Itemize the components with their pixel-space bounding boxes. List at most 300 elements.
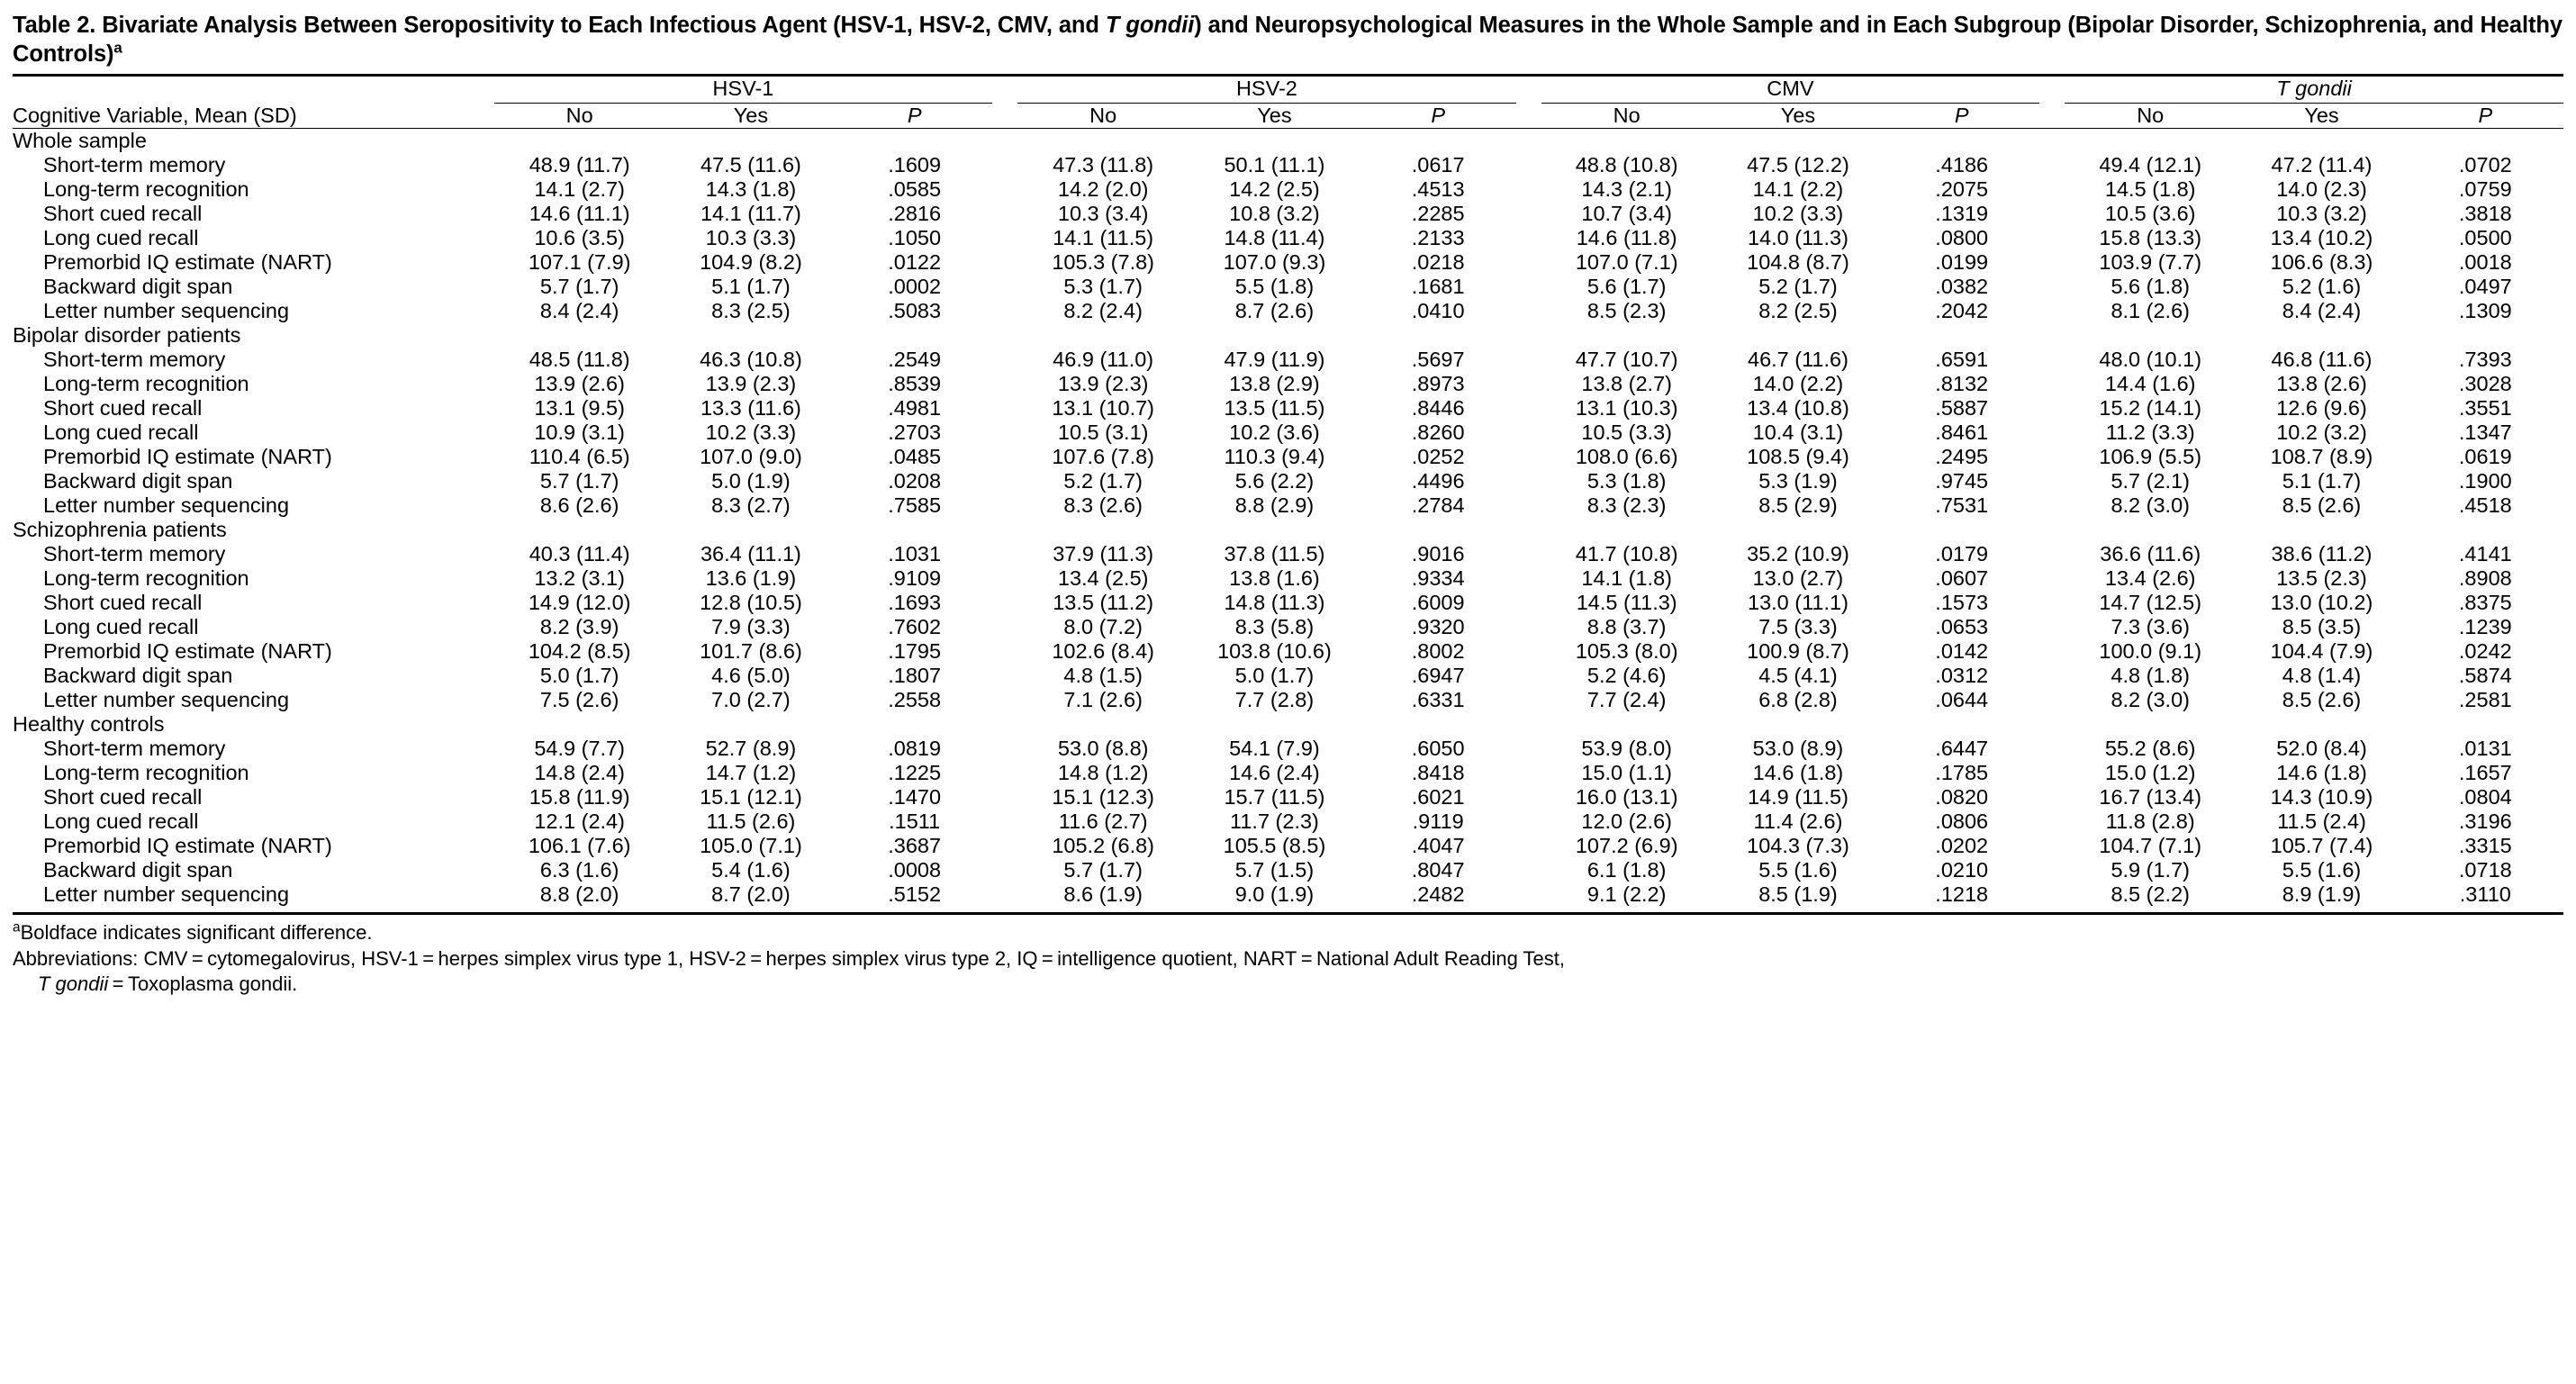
- data-cell: 107.0 (7.1): [1575, 250, 1678, 275]
- row-label: Premorbid IQ estimate (NART): [43, 250, 332, 275]
- spacer-cell: [992, 469, 1017, 493]
- empty-cell: [1884, 518, 2039, 542]
- column-header-hsv2-p: P: [1360, 104, 1516, 129]
- spacer-cell: [992, 761, 1017, 785]
- row-label: Long cued recall: [43, 615, 199, 639]
- data-cell: .0218: [1411, 250, 1465, 275]
- table-row: [13, 153, 2563, 177]
- group-header-row: [13, 76, 2563, 104]
- data-cell: 52.7 (8.9): [705, 737, 797, 761]
- data-cell: 11.4 (2.6): [1753, 810, 1843, 834]
- column-header-stub: Cognitive Variable, Mean (SD): [13, 104, 494, 129]
- row-label: Short-term memory: [43, 348, 226, 372]
- data-cell: 13.9 (2.6): [534, 372, 625, 396]
- empty-cell: [992, 712, 1017, 737]
- empty-cell: [494, 712, 665, 737]
- data-cell: 8.4 (2.4): [539, 299, 619, 323]
- empty-cell: [665, 712, 836, 737]
- data-cell: 13.0 (2.7): [1752, 566, 1844, 591]
- data-cell: .0002: [888, 275, 942, 299]
- data-cell: .2549: [888, 348, 942, 372]
- row-label: Premorbid IQ estimate (NART): [43, 639, 332, 664]
- data-cell: .5697: [1411, 348, 1465, 372]
- column-header-cmv-p: P: [1884, 104, 2039, 129]
- data-cell: 105.3 (8.0): [1575, 639, 1678, 664]
- table-row: [13, 615, 2563, 639]
- data-cell: 105.2 (6.8): [1052, 834, 1154, 858]
- data-cell: 8.5 (2.3): [1586, 299, 1667, 323]
- spacer-cell: [992, 202, 1017, 226]
- data-cell: 7.7 (2.8): [1234, 688, 1315, 712]
- data-cell: .2495: [1935, 445, 1989, 469]
- data-cell: .1693: [888, 591, 942, 615]
- column-header-hsv2-yes: Yes: [1189, 104, 1360, 129]
- data-cell: 8.3 (2.7): [711, 493, 791, 518]
- data-cell: 38.6 (11.2): [2271, 542, 2373, 566]
- data-cell: .1050: [888, 226, 942, 250]
- empty-cell: [2408, 518, 2563, 542]
- group-header-hsv2: [1017, 76, 1516, 104]
- data-cell: 8.2 (2.4): [1063, 299, 1143, 323]
- data-cell: .2042: [1935, 299, 1989, 323]
- table-row: [13, 445, 2563, 469]
- data-cell: 14.1 (11.5): [1053, 226, 1154, 250]
- data-cell: 6.3 (1.6): [539, 858, 619, 882]
- data-cell: 11.2 (3.3): [2105, 421, 2195, 445]
- spacer-cell: [2039, 834, 2065, 858]
- data-cell: 106.6 (8.3): [2270, 250, 2373, 275]
- spacer-cell: [992, 664, 1017, 688]
- data-cell: 108.5 (9.4): [1747, 445, 1849, 469]
- data-cell: 5.0 (1.9): [711, 469, 791, 493]
- data-cell: 14.3 (10.9): [2270, 785, 2373, 810]
- empty-cell: [836, 129, 992, 154]
- empty-cell: [2236, 518, 2407, 542]
- empty-cell: [1017, 712, 1189, 737]
- empty-cell: [665, 129, 836, 154]
- data-cell: 13.1 (10.7): [1052, 396, 1154, 421]
- footnote-tgondii-italic: T gondii: [38, 972, 109, 996]
- data-cell: 14.9 (12.0): [528, 591, 631, 615]
- data-cell: 37.8 (11.5): [1224, 542, 1325, 566]
- empty-cell: [2039, 323, 2065, 348]
- data-cell: 8.3 (2.5): [711, 299, 791, 323]
- spacer-cell: [992, 493, 1017, 518]
- data-cell: 5.0 (1.7): [539, 664, 619, 688]
- data-cell: .1807: [888, 664, 942, 688]
- spacer-cell: [2039, 858, 2065, 882]
- data-cell: 47.2 (11.4): [2271, 153, 2373, 177]
- data-cell: 13.4 (2.6): [2104, 566, 2196, 591]
- data-cell: .3028: [2458, 372, 2512, 396]
- data-cell: .6447: [1935, 737, 1989, 761]
- row-label: Short cued recall: [43, 785, 203, 810]
- data-cell: 10.3 (3.4): [1057, 202, 1149, 226]
- data-cell: 13.2 (3.1): [534, 566, 625, 591]
- data-cell: 13.1 (9.5): [534, 396, 625, 421]
- data-cell: 13.8 (2.6): [2276, 372, 2367, 396]
- data-cell: 16.0 (13.1): [1575, 785, 1678, 810]
- data-cell: 8.8 (2.0): [539, 882, 619, 907]
- table-row: [13, 493, 2563, 518]
- data-cell: 8.5 (2.9): [1758, 493, 1838, 518]
- data-cell: 41.7 (10.8): [1575, 542, 1678, 566]
- data-cell: 10.5 (3.1): [1057, 421, 1149, 445]
- data-cell: 8.3 (2.6): [1063, 493, 1143, 518]
- empty-cell: [1541, 518, 1713, 542]
- data-cell: .4513: [1411, 177, 1465, 202]
- data-cell: .0804: [2458, 785, 2512, 810]
- spacer-cell: [1516, 737, 1541, 761]
- empty-cell: [1516, 129, 1541, 154]
- row-label: Short-term memory: [43, 542, 226, 566]
- table-row: [13, 177, 2563, 202]
- spacer-5: [1516, 104, 1541, 129]
- empty-cell: [1360, 712, 1516, 737]
- table-row: [13, 372, 2563, 396]
- data-cell: 14.9 (11.5): [1748, 785, 1848, 810]
- data-cell: .0819: [888, 737, 942, 761]
- empty-cell: [1017, 518, 1189, 542]
- row-label: Letter number sequencing: [43, 493, 290, 518]
- data-cell: 46.8 (11.6): [2271, 348, 2373, 372]
- data-cell: 110.3 (9.4): [1224, 445, 1325, 469]
- data-cell: 4.8 (1.5): [1063, 664, 1143, 688]
- table-body: [13, 129, 2563, 908]
- data-cell: 50.1 (11.1): [1224, 153, 1325, 177]
- data-cell: 8.2 (3.9): [539, 615, 619, 639]
- spacer-cell: [2039, 761, 2065, 785]
- data-cell: .0242: [2458, 639, 2512, 664]
- data-cell: 16.7 (13.4): [2099, 785, 2202, 810]
- data-cell: .8461: [1935, 421, 1989, 445]
- data-cell: .1609: [888, 153, 942, 177]
- data-cell: 13.9 (2.3): [1057, 372, 1149, 396]
- data-cell: 48.9 (11.7): [529, 153, 630, 177]
- spacer-4: [992, 104, 1017, 129]
- data-cell: .0607: [1935, 566, 1989, 591]
- data-cell: 11.5 (2.4): [2277, 810, 2366, 834]
- data-cell: 7.5 (2.6): [539, 688, 619, 712]
- empty-cell: [1017, 323, 1189, 348]
- column-header-cmv-no: No: [1541, 104, 1713, 129]
- data-cell: 5.3 (1.8): [1586, 469, 1667, 493]
- data-cell: .1319: [1935, 202, 1989, 226]
- data-cell: 4.6 (5.0): [711, 664, 791, 688]
- data-cell: .0617: [1411, 153, 1465, 177]
- empty-cell: [2065, 323, 2236, 348]
- data-cell: .3196: [2458, 810, 2512, 834]
- data-cell: .2703: [888, 421, 942, 445]
- data-cell: 10.2 (3.2): [2276, 421, 2367, 445]
- data-cell: 48.0 (10.1): [2099, 348, 2202, 372]
- spacer-cell: [1516, 810, 1541, 834]
- spacer-cell: [2039, 250, 2065, 275]
- spacer-cell: [992, 615, 1017, 639]
- section-label: Healthy controls: [13, 712, 165, 737]
- empty-cell: [836, 712, 992, 737]
- row-label: Long cued recall: [43, 810, 199, 834]
- data-cell: 100.9 (8.7): [1747, 639, 1849, 664]
- data-cell: 8.7 (2.0): [711, 882, 791, 907]
- group-label-cmv: CMV: [1541, 77, 2040, 104]
- data-cell: 47.5 (11.6): [700, 153, 801, 177]
- data-cell: .3687: [888, 834, 942, 858]
- data-cell: .1785: [1935, 761, 1989, 785]
- spacer-cell: [992, 396, 1017, 421]
- data-cell: .7585: [888, 493, 942, 518]
- data-cell: 8.2 (3.0): [2111, 493, 2190, 518]
- data-cell: 10.3 (3.2): [2276, 202, 2367, 226]
- data-cell: .6331: [1411, 688, 1465, 712]
- data-cell: 35.2 (10.9): [1747, 542, 1849, 566]
- table-row: [13, 664, 2563, 688]
- data-cell: 10.6 (3.5): [534, 226, 625, 250]
- data-cell: .2558: [888, 688, 942, 712]
- data-cell: 13.4 (10.8): [1747, 396, 1849, 421]
- empty-cell: [494, 129, 665, 154]
- empty-cell: [1189, 129, 1360, 154]
- data-cell: .0131: [2458, 737, 2512, 761]
- data-cell: .1470: [888, 785, 942, 810]
- data-cell: 8.7 (2.6): [1234, 299, 1315, 323]
- empty-cell: [1541, 323, 1713, 348]
- data-cell: .3110: [2459, 882, 2511, 907]
- data-cell: 7.5 (3.3): [1758, 615, 1838, 639]
- column-header-row: [13, 104, 2563, 129]
- spacer-cell: [2039, 226, 2065, 250]
- section-header-row: [13, 712, 2563, 737]
- data-cell: 13.0 (10.2): [2270, 591, 2373, 615]
- data-cell: 4.8 (1.8): [2111, 664, 2190, 688]
- empty-cell: [2408, 712, 2563, 737]
- data-cell: 5.3 (1.7): [1063, 275, 1143, 299]
- data-cell: .8132: [1935, 372, 1989, 396]
- data-cell: 6.8 (2.8): [1758, 688, 1838, 712]
- row-label: Short cued recall: [43, 591, 203, 615]
- data-cell: 7.3 (3.6): [2111, 615, 2190, 639]
- table-title-italic-species: T gondii: [1105, 13, 1195, 38]
- data-cell: 8.5 (2.2): [2111, 882, 2190, 907]
- spacer-cell: [1516, 834, 1541, 858]
- spacer-cell: [1516, 396, 1541, 421]
- empty-cell: [1189, 518, 1360, 542]
- data-cell: 13.8 (2.7): [1581, 372, 1672, 396]
- data-cell: .2133: [1411, 226, 1465, 250]
- row-label: Backward digit span: [43, 858, 233, 882]
- column-header-tgondii-no: No: [2065, 104, 2236, 129]
- data-cell: 8.5 (1.9): [1758, 882, 1838, 907]
- row-label: Backward digit span: [43, 469, 233, 493]
- table-row: [13, 737, 2563, 761]
- empty-cell: [992, 518, 1017, 542]
- data-cell: 48.8 (10.8): [1575, 153, 1678, 177]
- data-cell: 5.5 (1.8): [1234, 275, 1315, 299]
- row-label: Long-term recognition: [43, 566, 249, 591]
- spacer-cell: [992, 153, 1017, 177]
- data-cell: 14.6 (11.8): [1576, 226, 1677, 250]
- empty-cell: [2039, 518, 2065, 542]
- spacer-cell: [2039, 493, 2065, 518]
- empty-cell: [1360, 518, 1516, 542]
- spacer-cell: [992, 785, 1017, 810]
- data-cell: .1657: [2458, 761, 2512, 785]
- spacer-cell: [2039, 591, 2065, 615]
- data-cell: 47.7 (10.7): [1575, 348, 1678, 372]
- empty-cell: [494, 518, 665, 542]
- data-cell: .2581: [2458, 688, 2512, 712]
- spacer-cell: [992, 299, 1017, 323]
- data-cell: 37.9 (11.3): [1053, 542, 1154, 566]
- data-cell: 5.6 (1.8): [2111, 275, 2190, 299]
- data-cell: .1795: [888, 639, 942, 664]
- table-title: [13, 11, 2563, 68]
- empty-cell: [494, 323, 665, 348]
- spacer-cell: [1516, 639, 1541, 664]
- data-cell: .1309: [2458, 299, 2512, 323]
- empty-cell: [1713, 518, 1884, 542]
- data-cell: .1900: [2458, 469, 2512, 493]
- group-label-hsv2: HSV-2: [1017, 77, 1516, 104]
- spacer-cell: [2039, 445, 2065, 469]
- spacer-cell: [2039, 275, 2065, 299]
- spacer-cell: [2039, 737, 2065, 761]
- data-cell: .6009: [1411, 591, 1465, 615]
- data-cell: .5152: [888, 882, 942, 907]
- footnote-bold-note: [13, 920, 2563, 946]
- data-cell: 5.4 (1.6): [711, 858, 791, 882]
- spacer-6: [2039, 104, 2065, 129]
- data-cell: .4141: [2458, 542, 2512, 566]
- data-cell: .0485: [888, 445, 942, 469]
- spacer-cell: [992, 348, 1017, 372]
- spacer-cell: [1516, 566, 1541, 591]
- data-cell: 105.7 (7.4): [2270, 834, 2373, 858]
- data-cell: 5.2 (1.7): [1758, 275, 1838, 299]
- data-cell: 13.4 (10.2): [2270, 226, 2373, 250]
- data-cell: .0644: [1935, 688, 1989, 712]
- data-cell: .0008: [888, 858, 942, 882]
- spacer-cell: [992, 177, 1017, 202]
- data-cell: 10.2 (3.6): [1229, 421, 1320, 445]
- data-cell: 8.0 (7.2): [1063, 615, 1143, 639]
- section-header-row: [13, 518, 2563, 542]
- data-cell: 8.9 (1.9): [2282, 882, 2362, 907]
- empty-cell: [992, 129, 1017, 154]
- data-cell: .2075: [1935, 177, 1989, 202]
- spacer-cell: [992, 810, 1017, 834]
- table-row: [13, 882, 2563, 907]
- row-label: Letter number sequencing: [43, 688, 290, 712]
- data-cell: 5.2 (1.7): [1063, 469, 1143, 493]
- empty-cell: [1017, 129, 1189, 154]
- data-cell: 15.1 (12.1): [700, 785, 802, 810]
- data-cell: 14.0 (2.3): [2276, 177, 2367, 202]
- footnote-tgondii: [13, 972, 2563, 998]
- data-cell: 8.6 (2.6): [539, 493, 619, 518]
- spacer-cell: [2039, 348, 2065, 372]
- data-cell: .4496: [1411, 469, 1465, 493]
- spacer-cell: [992, 421, 1017, 445]
- data-cell: .0759: [2458, 177, 2512, 202]
- data-cell: 15.1 (12.3): [1052, 785, 1154, 810]
- spacer-3: [2039, 76, 2065, 104]
- spacer-cell: [2039, 421, 2065, 445]
- data-cell: 8.2 (3.0): [2111, 688, 2190, 712]
- data-cell: .7531: [1935, 493, 1989, 518]
- data-cell: 13.5 (11.2): [1053, 591, 1154, 615]
- data-cell: 102.6 (8.4): [1052, 639, 1154, 664]
- column-header-hsv1-yes: Yes: [665, 104, 836, 129]
- data-cell: 107.1 (7.9): [528, 250, 631, 275]
- column-header-tgondii-p: P: [2408, 104, 2563, 129]
- spacer-cell: [992, 542, 1017, 566]
- data-cell: 13.0 (11.1): [1748, 591, 1848, 615]
- data-cell: .8047: [1411, 858, 1465, 882]
- empty-cell: [1713, 323, 1884, 348]
- data-cell: .0500: [2458, 226, 2512, 250]
- data-cell: 104.7 (7.1): [2099, 834, 2202, 858]
- spacer-cell: [2039, 542, 2065, 566]
- table-row: [13, 834, 2563, 858]
- data-cell: 14.0 (2.2): [1752, 372, 1844, 396]
- table-row: [13, 299, 2563, 323]
- data-cell: 10.7 (3.4): [1581, 202, 1672, 226]
- data-cell: .6050: [1411, 737, 1465, 761]
- spacer-cell: [1516, 153, 1541, 177]
- data-cell: 104.9 (8.2): [700, 250, 802, 275]
- data-cell: 8.5 (2.6): [2282, 493, 2362, 518]
- data-cell: .0585: [888, 177, 942, 202]
- data-cell: .3818: [2458, 202, 2512, 226]
- data-cell: 36.6 (11.6): [2100, 542, 2201, 566]
- data-cell: .8973: [1411, 372, 1465, 396]
- row-label: Short-term memory: [43, 737, 226, 761]
- spacer-cell: [1516, 615, 1541, 639]
- spacer-cell: [1516, 882, 1541, 907]
- data-cell: 14.5 (11.3): [1576, 591, 1677, 615]
- data-cell: .0820: [1935, 785, 1989, 810]
- data-cell: 5.7 (1.7): [1063, 858, 1143, 882]
- data-cell: .6947: [1411, 664, 1465, 688]
- data-cell: 10.8 (3.2): [1229, 202, 1320, 226]
- spacer-cell: [2039, 664, 2065, 688]
- data-cell: 14.8 (11.3): [1224, 591, 1325, 615]
- data-cell: 47.9 (11.9): [1224, 348, 1325, 372]
- data-cell: .8375: [2458, 591, 2512, 615]
- table-title-prefix: Table 2. Bivariate Analysis Between Seropositivity to Each Infectious Agent (HSV-1, HSV-2, CMV, and: [13, 13, 1106, 38]
- empty-cell: [1541, 712, 1713, 737]
- spacer-cell: [992, 372, 1017, 396]
- spacer-cell: [1516, 445, 1541, 469]
- data-cell: 53.0 (8.8): [1057, 737, 1149, 761]
- empty-cell: [1884, 129, 2039, 154]
- data-cell: 46.7 (11.6): [1748, 348, 1848, 372]
- data-cell: 55.2 (8.6): [2104, 737, 2196, 761]
- data-cell: .0179: [1935, 542, 1989, 566]
- data-cell: .0619: [2458, 445, 2512, 469]
- data-cell: .1681: [1411, 275, 1465, 299]
- data-cell: .2784: [1411, 493, 1465, 518]
- row-label: Short cued recall: [43, 202, 203, 226]
- row-label: Long-term recognition: [43, 761, 249, 785]
- row-label: Short cued recall: [43, 396, 203, 421]
- data-cell: 103.9 (7.7): [2099, 250, 2202, 275]
- spacer-cell: [1516, 275, 1541, 299]
- data-cell: .0122: [888, 250, 942, 275]
- data-cell: 5.2 (4.6): [1586, 664, 1667, 688]
- spacer-cell: [1516, 177, 1541, 202]
